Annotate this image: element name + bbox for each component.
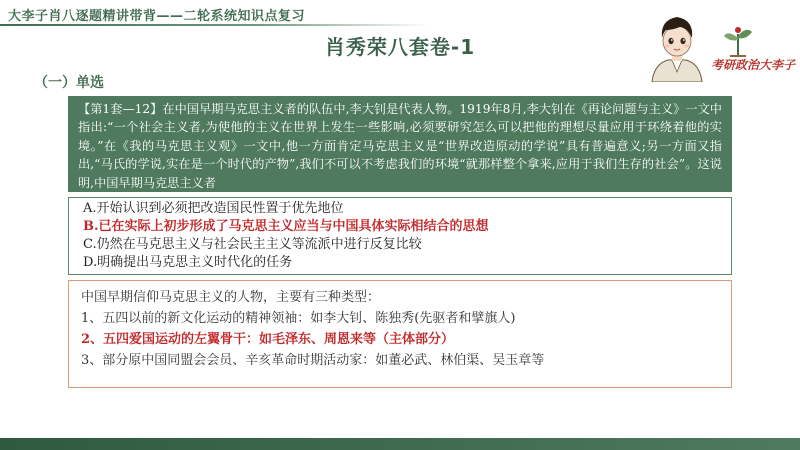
header-underline [0, 24, 430, 26]
note-box [68, 280, 732, 388]
option-b-answer: B.已在实际上初步形成了马克思主义应当与中国具体实际相结合的思想 [83, 219, 489, 234]
options-box [68, 197, 732, 275]
option-d: D.明确提出马克思主义时代化的任务 [83, 255, 293, 270]
avatar [646, 8, 708, 82]
note-intro: 中国早期信仰马克思主义的人物，主要有三种类型： [81, 290, 381, 305]
note-item-3: 3、部分原中国同盟会会员、辛亥革命时期活动家：如董必武、林伯渠、吴玉章等 [81, 353, 545, 368]
bottom-bar [0, 438, 800, 450]
brand-text: 考研政治大李子 [710, 58, 795, 72]
page-title: 肖秀荣八套卷-1 [324, 35, 476, 59]
option-a: A.开始认识到必须把改造国民性置于优先地位 [83, 201, 344, 216]
question-text: 【第1套—12】在中国早期马克思主义者的队伍中,李大钊是代表人物。1919年8月,李大钊在《再论问题与主义》一文中指出:“一个社会主义者,为使他的主义在世界上发生一些影响,必须要研究怎么可以把他的理想尽量应用于环绕着他的实境。”在《我的马克思主义观》一文中,他一方面肯定马克思主义是“世界改造原动的学说”具有普遍意义;另一方面又指出,“马氏的学说,实在是一个时代的产物”,我们不可以不考虑我们的环境“就那样整个拿来,应用于我们生存的社会”。这说明,中国早期马克思主义者 [78, 102, 722, 190]
note-item-2-highlight: 2、五四爱国运动的左翼骨干：如毛泽东、周恩来等（主体部分） [81, 332, 455, 347]
header-title: 大李子肖八逐题精讲带背——二轮系统知识点复习 [8, 9, 306, 24]
option-c: C.仍然在马克思主义与社会民主主义等流派中进行反复比较 [83, 237, 422, 252]
question-box [68, 96, 732, 192]
note-item-1: 1、五四以前的新文化运动的精神领袖：如李大钊、陈独秀(先驱者和擘旗人) [81, 311, 516, 326]
section-label: （一）单选 [34, 75, 104, 91]
